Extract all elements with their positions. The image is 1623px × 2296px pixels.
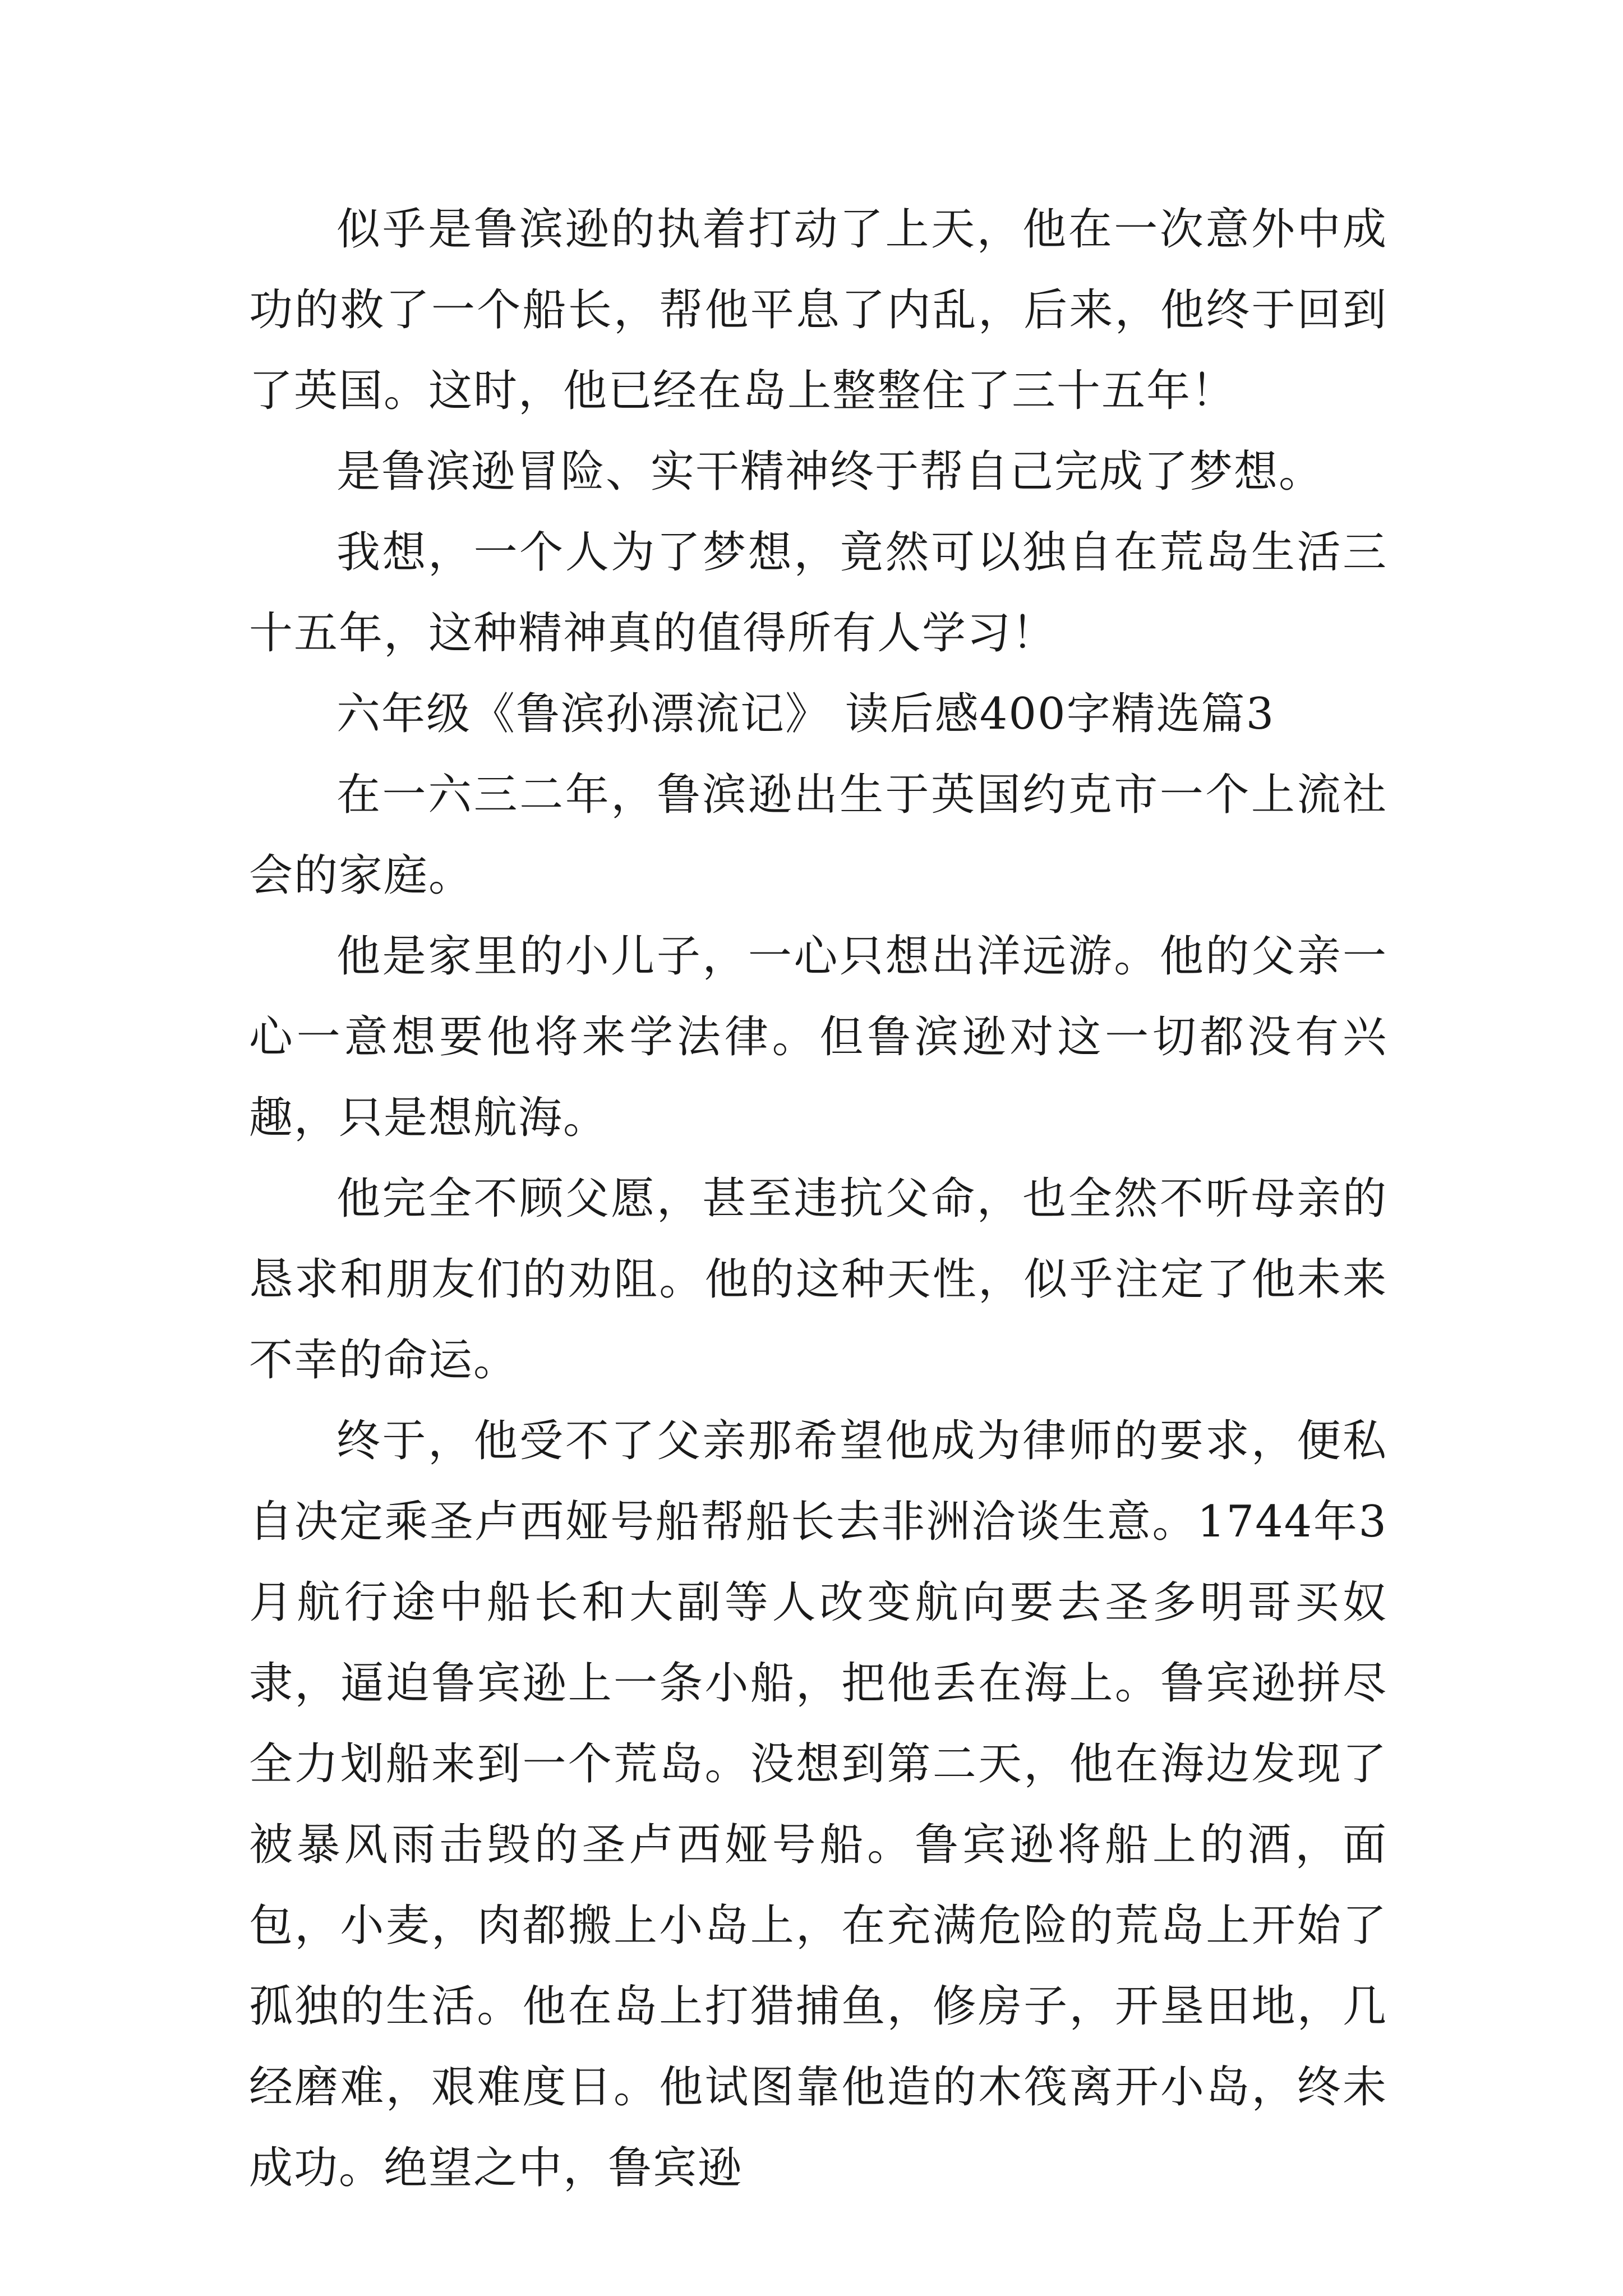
paragraph-5: 他是家里的小儿子，一心只想出洋远游。他的父亲一心一意想要他将来学法律。但鲁滨逊对这一切都没有兴趣，只是想航海。 xyxy=(249,931,1387,1143)
section-heading: 六年级《鲁滨孙漂流记》 读后感400字精选篇3 xyxy=(336,689,1275,739)
paragraph-6: 他完全不顾父愿，甚至违抗父命，也全然不听母亲的恳求和朋友们的劝阻。他的这种天性，似乎注定了他未来不幸的命运。 xyxy=(249,1174,1387,1386)
paragraph-1: 似乎是鲁滨逊的执着打动了上天，他在一次意外中成功的救了一个船长，帮他平息了内乱，后来，他终于回到了英国。这时，他已经在岛上整整住了三十五年！ xyxy=(249,204,1387,416)
paragraph-3: 我想，一个人为了梦想，竟然可以独自在荒岛生活三十五年，这种精神真的值得所有人学习！ xyxy=(249,527,1387,659)
paragraph-2: 是鲁滨逊冒险、实干精神终于帮自己完成了梦想。 xyxy=(336,447,1324,497)
paragraph-4: 在一六三二年，鲁滨逊出生于英国约克市一个上流社会的家庭。 xyxy=(249,770,1387,901)
paragraph-7: 终于，他受不了父亲那希望他成为律师的要求，便私自决定乘圣卢西娅号船帮船长去非洲洽谈生意。1744年3月航行途中船长和大副等人改变航向要去圣多明哥买奴隶，逼迫鲁宾逊上一条小船，把他丢在海上。鲁宾逊拼尽全力划船来到一个荒岛。没想到第二天，他在海边发现了被暴风雨击毁的圣卢西娅号船。鲁宾逊将船上的酒，面包，小麦，肉都搬上小岛上，在充满危险的荒岛上开始了孤独的生活。他在岛上打猎捕鱼，修房子，开垦田地，几经磨难，艰难度日。他试图靠他造的木筏离开小岛，终未成功。绝望之中，鲁宾逊 xyxy=(249,1416,1387,2193)
document-body xyxy=(249,189,1387,2208)
